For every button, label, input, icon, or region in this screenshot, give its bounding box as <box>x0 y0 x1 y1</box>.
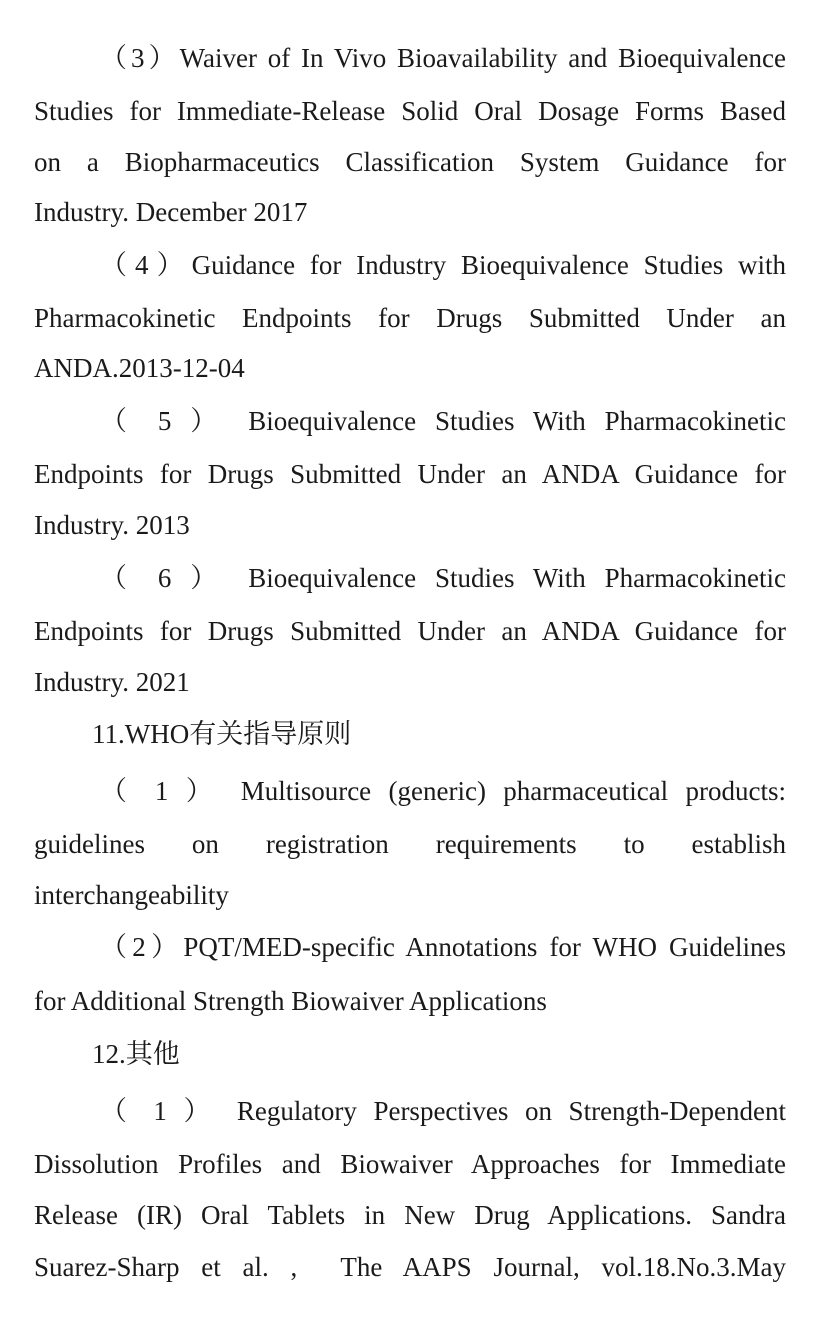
reference-4-line-2: Pharmacokinetic Endpoints for Drugs Submitted Under an <box>34 303 786 333</box>
reference-3-line-1: （3）Waiver of In Vivo Bioavailability and Bioequivalence <box>100 43 786 73</box>
other-reference-1-line-3: Release (IR) Oral Tablets in New Drug Applications. Sandra <box>34 1200 786 1230</box>
other-reference-1-line-1: （ 1 ） Regulatory Perspectives on Strength-Dependent <box>100 1096 786 1126</box>
reference-3-line-3: on a Biopharmaceutics Classification System Guidance for <box>34 147 786 177</box>
reference-3-line-4: Industry. December 2017 <box>34 197 308 227</box>
who-reference-1-line-3: interchangeability <box>34 880 229 910</box>
reference-3-line-2: Studies for Immediate-Release Solid Oral Dosage Forms Based <box>34 96 786 126</box>
other-reference-1-line-4: Suarez-Sharp et al. , The AAPS Journal, vol.18.No.3.May <box>34 1252 786 1282</box>
who-reference-2-line-1: （2）PQT/MED-specific Annotations for WHO Guidelines <box>100 932 786 962</box>
section-heading-other: 12.其他 <box>92 1039 180 1069</box>
other-reference-1-line-2: Dissolution Profiles and Biowaiver Approaches for Immediate <box>34 1149 786 1179</box>
reference-5-line-1: （ 5 ） Bioequivalence Studies With Pharmacokinetic <box>100 406 786 436</box>
who-reference-1-line-1: （ 1 ） Multisource (generic) pharmaceutical products: <box>100 776 786 806</box>
reference-4-line-1: （4）Guidance for Industry Bioequivalence Studies with <box>100 250 786 280</box>
who-reference-2-line-2: for Additional Strength Biowaiver Applications <box>34 986 547 1016</box>
reference-6-line-1: （ 6 ） Bioequivalence Studies With Pharmacokinetic <box>100 563 786 593</box>
reference-5-line-3: Industry. 2013 <box>34 510 190 540</box>
reference-4-line-3: ANDA.2013-12-04 <box>34 353 245 383</box>
reference-6-line-2: Endpoints for Drugs Submitted Under an ANDA Guidance for <box>34 616 786 646</box>
reference-6-line-3: Industry. 2021 <box>34 667 190 697</box>
reference-5-line-2: Endpoints for Drugs Submitted Under an ANDA Guidance for <box>34 459 786 489</box>
section-heading-who: 11.WHO有关指导原则 <box>92 719 352 749</box>
who-reference-1-line-2: guidelines on registration requirements to establish <box>34 829 786 859</box>
